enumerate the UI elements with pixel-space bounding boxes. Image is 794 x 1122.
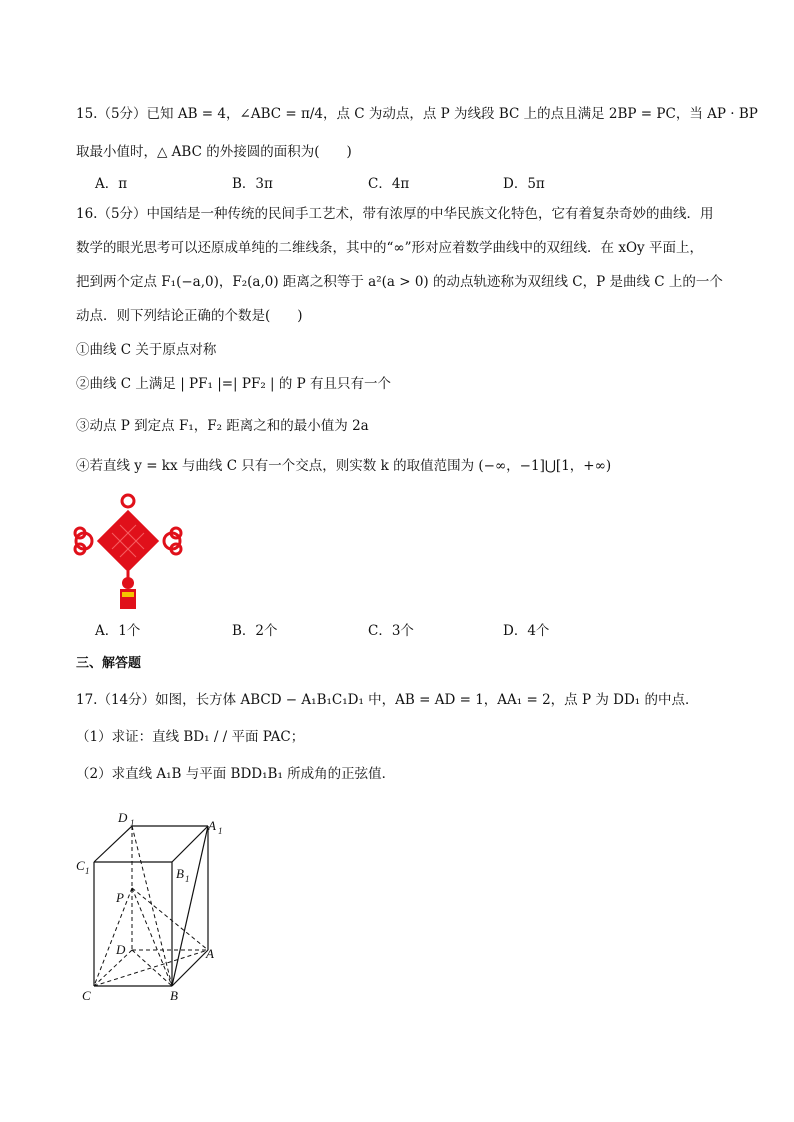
chinese-knot-image bbox=[72, 493, 184, 613]
knot-bead bbox=[122, 577, 134, 589]
q16-line4: 动点．则下列结论正确的个数是( ) bbox=[76, 308, 303, 324]
q17-part2: （2）求直线 A₁B 与平面 BDD₁B₁ 所成角的正弦值． bbox=[76, 766, 396, 782]
q15-option-b: B．3π bbox=[232, 176, 273, 192]
label-a1-sub: 1 bbox=[218, 826, 223, 836]
label-c1-sub: 1 bbox=[85, 866, 90, 876]
q16-line3: 把到两个定点 F₁(−a,0)，F₂(a,0) 距离之积等于 a²(a > 0) 的动点轨迹称为双纽线 C，P 是曲线 C 上的一个 bbox=[76, 274, 723, 290]
segment-a1b bbox=[172, 826, 208, 986]
label-d1-sub: 1 bbox=[130, 818, 135, 828]
label-d: D bbox=[116, 942, 126, 957]
label-c: C bbox=[82, 988, 91, 1003]
q16-statement-2: ②曲线 C 上满足 | PF₁ |=| PF₂ | 的 P 有且只有一个 bbox=[76, 376, 392, 392]
knot-body bbox=[97, 510, 159, 572]
q16-option-b: B．2个 bbox=[232, 623, 278, 639]
label-p: P bbox=[116, 890, 124, 905]
label-a1: A bbox=[208, 818, 216, 833]
q16-option-d: D．4个 bbox=[503, 623, 550, 639]
q17-line1: 17.（14分）如图，长方体 ABCD − A₁B₁C₁D₁ 中，AB = AD = 1，AA₁ = 2，点 P 为 DD₁ 的中点． bbox=[76, 692, 699, 708]
label-b: B bbox=[170, 988, 178, 1003]
q16-statement-1: ①曲线 C 关于原点对称 bbox=[76, 342, 217, 358]
label-c1: C bbox=[76, 858, 85, 873]
section-title: 三、解答题 bbox=[76, 656, 142, 671]
q17-part1: （1）求证：直线 BD₁ / / 平面 PAC； bbox=[76, 729, 305, 745]
label-b1-sub: 1 bbox=[185, 874, 190, 884]
q16-option-a: A．1个 bbox=[95, 623, 141, 639]
q16-line2: 数学的眼光思考可以还原成单纯的二维线条，其中的“∞”形对应着数学曲线中的双纽线．在 xOy 平面上， bbox=[76, 240, 703, 256]
q15-line1: 15.（5分）已知 AB = 4，∠ABC = π/4，点 C 为动点，点 P 为线段 BC 上的点且满足 2BP = PC，当 AP · BP bbox=[76, 106, 758, 122]
q15-line2: 取最小值时，△ ABC 的外接圆的面积为( ) bbox=[76, 144, 352, 160]
label-a: A bbox=[206, 946, 214, 961]
q16-line1: 16.（5分）中国结是一种传统的民间手工艺术，带有浓厚的中华民族文化特色，它有着复杂奇妙的曲线．用 bbox=[76, 206, 714, 222]
label-b1: B bbox=[176, 866, 184, 881]
knot-loop-top bbox=[122, 495, 134, 507]
q16-option-c: C．3个 bbox=[368, 623, 414, 639]
q16-statement-3: ③动点 P 到定点 F₁，F₂ 距离之和的最小值为 2a bbox=[76, 418, 369, 434]
q16-statement-4: ④若直线 y = kx 与曲线 C 只有一个交点，则实数 k 的取值范围为 (−∞，−1]⋃[1，+∞) bbox=[76, 458, 612, 474]
q15-option-d: D．5π bbox=[503, 176, 545, 192]
label-d1: D bbox=[118, 810, 128, 825]
cuboid-figure bbox=[70, 808, 230, 1008]
q15-option-c: C．4π bbox=[368, 176, 410, 192]
q15-option-a: A．π bbox=[95, 176, 128, 192]
